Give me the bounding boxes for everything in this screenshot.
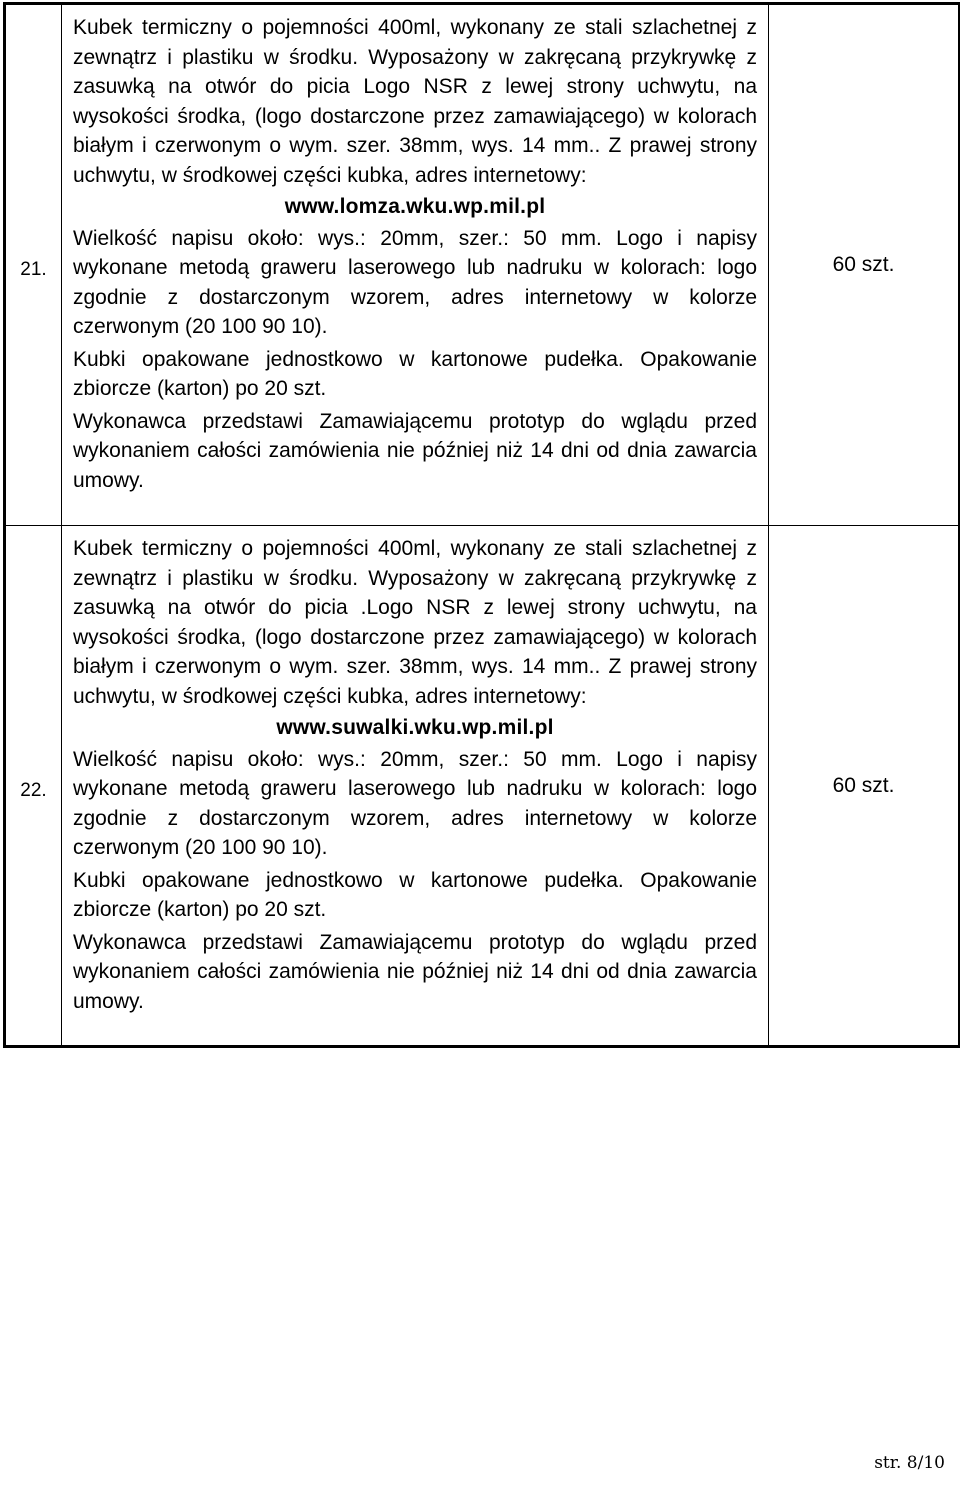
item-quantity: 60 szt. (769, 526, 960, 1047)
website-address: www.lomza.wku.wp.mil.pl (284, 195, 546, 218)
description-paragraph: Wykonawca przedstawi Zamawiającemu prototyp do wglądu przed wykonaniem całości zamówienia nie później niż 14 dni od dnia zawarcia umowy. (73, 409, 757, 492)
page-number: str. 8/10 (874, 1453, 945, 1473)
description-paragraph: Kubek termiczny o pojemności 400ml, wykonany ze stali szlachetnej z zewnątrz i plastiku w środku. Wyposażony w zakręcaną przykrywkę z zasuwką na otwór do picia Logo NSR z lewej strony uchwytu, na wysokości środka, (logo dostarczone przez zamawiającego) w kolorach białym i czerwonym o wym. szer. 38mm, wys. 14 mm.. Z prawej strony uchwytu, w środkowej części kubka, adres internetowy: (73, 16, 757, 187)
specification-table (3, 2, 960, 1048)
item-description (62, 4, 769, 526)
website-address: www.suwalki.wku.wp.mil.pl (276, 716, 554, 739)
item-number: 21. (5, 4, 62, 526)
description-paragraph: Wielkość napisu około: wys.: 20mm, szer.: 50 mm. Logo i napisy wykonane metodą graweru laserowego lub nadruku w kolorach: logo zgodnie z dostarczonym wzorem, adres internetowy w kolorze czerwonym (20 100 90 10). (73, 747, 757, 859)
table-row (5, 526, 960, 1047)
item-quantity: 60 szt. (769, 4, 960, 526)
table-row (5, 4, 960, 526)
description-paragraph: Wykonawca przedstawi Zamawiającemu prototyp do wglądu przed wykonaniem całości zamówienia nie później niż 14 dni od dnia zawarcia umowy. (73, 930, 757, 1013)
item-number: 22. (5, 526, 62, 1047)
description-paragraph: Wielkość napisu około: wys.: 20mm, szer.: 50 mm. Logo i napisy wykonane metodą graweru laserowego lub nadruku w kolorach: logo zgodnie z dostarczonym wzorem, adres internetowy w kolorze czerwonym (20 100 90 10). (73, 226, 757, 338)
description-paragraph: Kubek termiczny o pojemności 400ml, wykonany ze stali szlachetnej z zewnątrz i plastiku w środku. Wyposażony w zakręcaną przykrywkę z zasuwką na otwór do picia .Logo NSR z lewej strony uchwytu, na wysokości środka, (logo dostarczone przez zamawiającego) w kolorach białym i czerwonym o wym. szer. 38mm, wys. 14 mm.. Z prawej strony uchwytu, w środkowej części kubka, adres internetowy: (73, 537, 757, 708)
item-description (62, 526, 769, 1047)
description-paragraph: Kubki opakowane jednostkowo w kartonowe pudełka. Opakowanie zbiorcze (karton) po 20 szt. (73, 868, 757, 921)
description-paragraph: Kubki opakowane jednostkowo w kartonowe pudełka. Opakowanie zbiorcze (karton) po 20 szt. (73, 347, 757, 400)
